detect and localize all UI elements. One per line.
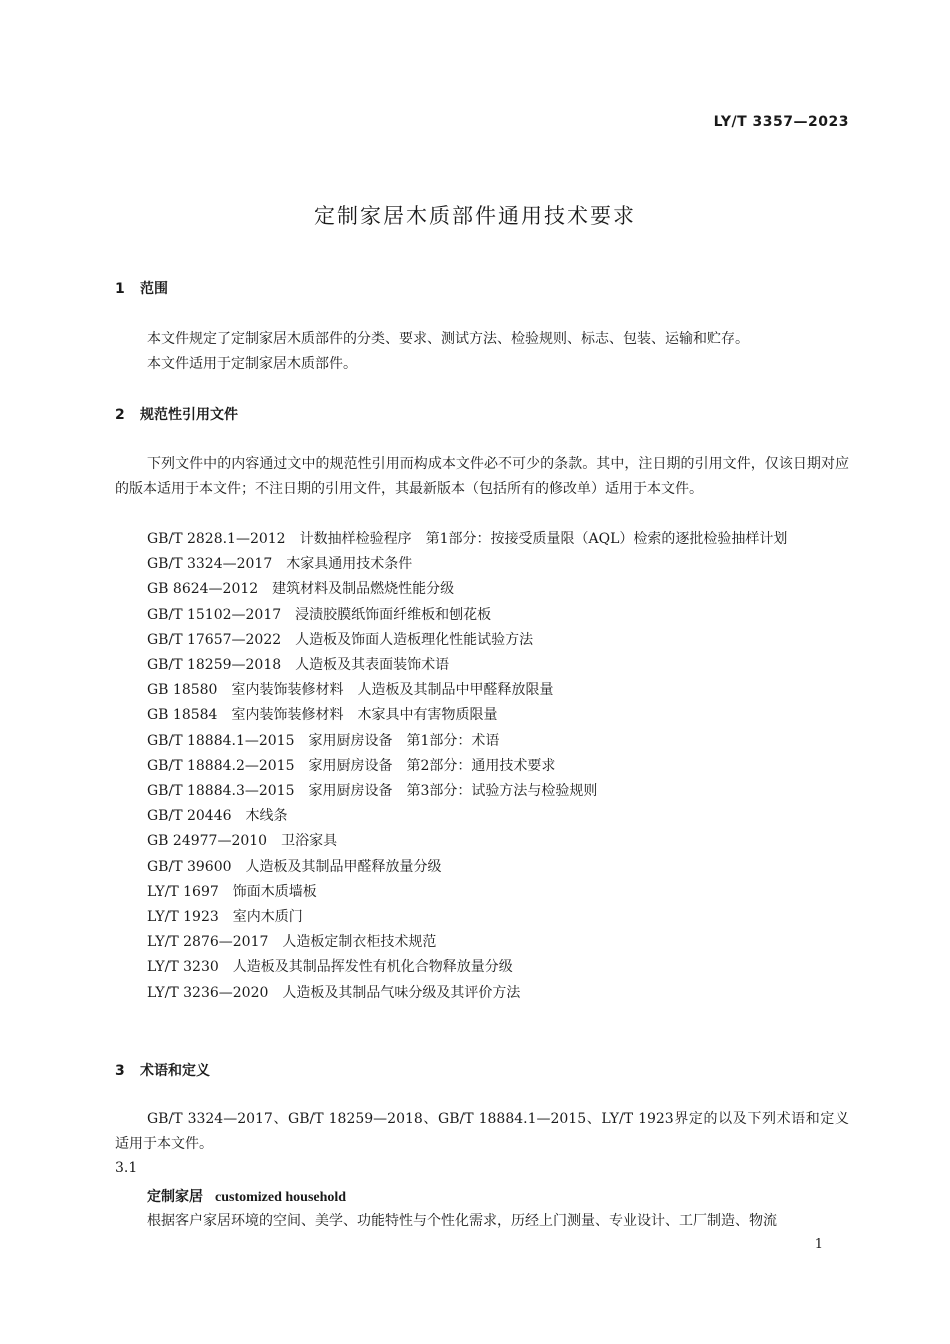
reference-item: GB/T 15102—2017 浸渍胶膜纸饰面纤维板和刨花板 [147, 606, 492, 623]
scope-paragraph: 本文件适用于定制家居木质部件。 [147, 356, 357, 372]
section-title: 规范性引用文件 [140, 407, 238, 423]
standard-code: LY/T 3357—2023 [713, 114, 849, 130]
reference-item: GB/T 2828.1—2012 计数抽样检验程序 第1部分：按接受质量限（AQL）检索的逐批检验抽样计划 [147, 531, 788, 547]
reference-item: LY/T 3230 人造板及其制品挥发性有机化合物释放量分级 [147, 959, 513, 976]
term-chinese: 定制家居 [147, 1189, 203, 1205]
reference-item: LY/T 1697 饰面木质墙板 [147, 883, 317, 900]
reference-list [115, 527, 849, 1006]
reference-item: GB/T 17657—2022 人造板及饰面人造板理化性能试验方法 [147, 631, 534, 648]
reference-item: GB 18584 室内装饰装修材料 木家具中有害物质限量 [147, 707, 498, 724]
section-number: 2 [115, 407, 125, 423]
reference-item: GB/T 20446 木线条 [147, 808, 288, 825]
reference-item: LY/T 1923 室内木质门 [147, 909, 303, 926]
subsection-number: 3.1 [115, 1160, 138, 1176]
reference-item: LY/T 2876—2017 人造板定制衣柜技术规范 [147, 934, 437, 951]
reference-item: GB 24977—2010 卫浴家具 [147, 833, 338, 850]
term-english: customized household [215, 1190, 347, 1205]
reference-item: LY/T 3236—2020 人造板及其制品气味分级及其评价方法 [147, 984, 521, 1001]
scope-paragraph: 本文件规定了定制家居木质部件的分类、要求、测试方法、检验规则、标志、包装、运输和贮存。 [147, 331, 749, 347]
reference-item: GB/T 18884.1—2015 家用厨房设备 第1部分：术语 [147, 732, 500, 749]
reference-item: GB 18580 室内装饰装修材料 人造板及其制品中甲醛释放限量 [147, 682, 554, 699]
page-number: 1 [814, 1237, 823, 1252]
reference-item: GB 8624—2012 建筑材料及制品燃烧性能分级 [147, 581, 455, 598]
reference-item: GB/T 18884.3—2015 家用厨房设备 第3部分：试验方法与检验规则 [147, 783, 598, 800]
section-3-heading [115, 1060, 210, 1080]
term-heading [147, 1186, 346, 1206]
section-1-heading [115, 278, 168, 298]
reference-item: GB/T 18884.2—2015 家用厨房设备 第2部分：通用技术要求 [147, 757, 556, 774]
terms-intro: GB/T 3324—2017、GB/T 18259—2018、GB/T 18884.1—2015、LY/T 1923界定的以及下列术语和定义适用于本文件。 [115, 1111, 849, 1152]
section-title: 范围 [140, 281, 168, 297]
section-title: 术语和定义 [140, 1063, 210, 1079]
reference-item: GB/T 18259—2018 人造板及其表面装饰术语 [147, 657, 450, 674]
reference-item: GB/T 3324—2017 木家具通用技术条件 [147, 556, 413, 573]
section-number: 3 [115, 1063, 125, 1079]
term-definition: 根据客户家居环境的空间、美学、功能特性与个性化需求，历经上门测量、专业设计、工厂制造、物流 [147, 1213, 777, 1229]
normative-references-intro: 下列文件中的内容通过文中的规范性引用而构成本文件必不可少的条款。其中，注日期的引用文件，仅该日期对应的版本适用于本文件；不注日期的引用文件，其最新版本（包括所有的修改单）适用于本文件。 [115, 456, 849, 497]
section-2-heading [115, 404, 238, 424]
section-number: 1 [115, 281, 125, 297]
reference-item: GB/T 39600 人造板及其制品甲醛释放量分级 [147, 858, 442, 875]
document-title: 定制家居木质部件通用技术要求 [314, 204, 636, 228]
